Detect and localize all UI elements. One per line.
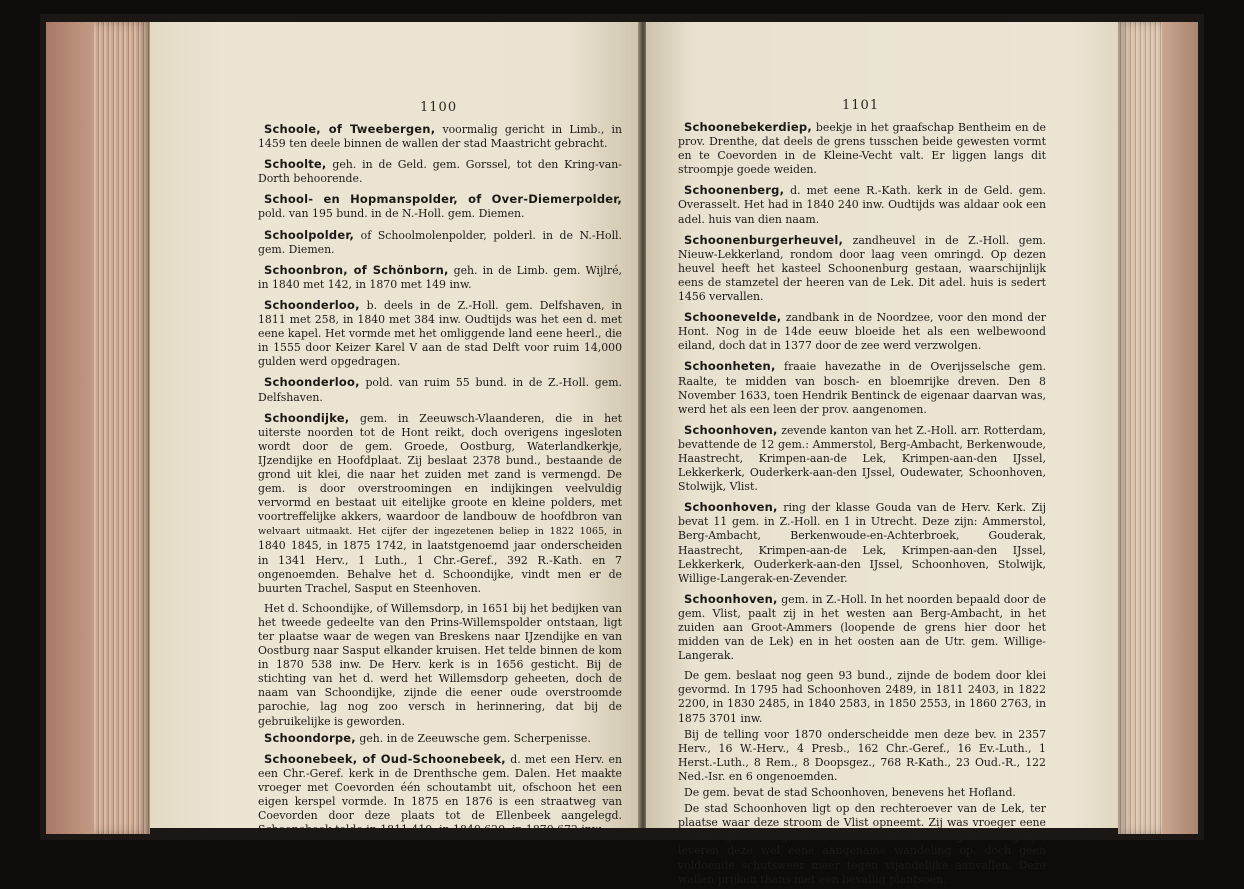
paragraph bbox=[678, 802, 1046, 887]
paragraph-text: Bij de telling voor 1870 onderscheidde men deze bev. in 2357 Herv., 16 W.-Herv., 4 Presb., 162 Chr.-Geref., 16 Ev.-Luth., 1 Herst.-Luth., 8 Rem., 8 Doopsgez., 768 R-Kath., 23 Oud.-R., 122 Ned.-Isr. en 6 ongenoemden. bbox=[678, 727, 1046, 783]
entry bbox=[678, 423, 1046, 494]
right-cover-edge bbox=[1162, 22, 1198, 834]
entry bbox=[258, 752, 622, 838]
entry bbox=[678, 592, 1046, 663]
entry-text: zevende kanton van het Z.-Holl. arr. Rotterdam, bevattende de 12 gem.: Ammerstol, Berg-Ambacht, Berkenwoude, Haastrecht, Krimpen-aan-de Lek, Krimpen-aan-den IJssel, Lekkerkerk, Ouderkerk-aan-den IJssel, Oudewater, Schoonhoven, Stolwijk, Vlist. bbox=[678, 423, 1046, 494]
headword: Schoonenburgerheuvel, bbox=[684, 232, 844, 247]
headword: Schoonderloo, bbox=[264, 297, 360, 312]
entry bbox=[258, 228, 622, 257]
entry-text: ring der klasse Gouda van de Herv. Kerk. Zij bevat 11 gem. in Z.-Holl. en 1 in Utrecht. Deze zijn: Ammerstol, Berg-Ambacht, Berkenwoude-en-Achterbroek, Gouderak, Haastrecht, Krimpen-aan-de Lek, Krimpen-aan-den IJssel, Lekkerkerk, Ouderkerk-aan-den IJssel, Schoonhoven, Stolwijk, Willige-Langerak-en-Zevender. bbox=[678, 501, 1046, 585]
left-page bbox=[150, 22, 640, 837]
entry-text: geh. in de Geld. gem. Gorssel, tot den Kring-van-Dorth behoorende. bbox=[258, 158, 622, 186]
entry bbox=[258, 298, 622, 369]
entry-text: voormalig gericht in Limb., in 1459 ten deele binnen de wallen der stad Maastricht gebracht. bbox=[258, 123, 622, 151]
entry bbox=[678, 233, 1046, 304]
text-column bbox=[678, 120, 1046, 889]
headword: Schoonderloo, bbox=[264, 375, 360, 390]
entry bbox=[258, 375, 622, 404]
headword: Schoonebeek, of Oud-Schoonebeek, bbox=[264, 751, 506, 766]
entry-text: geh. in de Zeeuwsche gem. Scherpenisse. bbox=[355, 731, 591, 745]
entry-text: fraaie havezathe in de Overijsselsche gem. Raalte, te midden van bosch- en bloemrijke dreven. Den 8 November 1633, toen Hendrik Bentinck de eigenaar daarvan was, werd het als een leen der prov. aangenomen. bbox=[678, 360, 1046, 416]
entry bbox=[258, 731, 622, 746]
page-number: 1101 bbox=[842, 98, 880, 113]
paragraph bbox=[678, 728, 1046, 784]
headword: Schoondorpe, bbox=[264, 730, 356, 745]
entry bbox=[258, 122, 622, 151]
headword: Schoole, of Tweebergen, bbox=[264, 122, 436, 136]
entry bbox=[678, 183, 1046, 226]
right-page bbox=[646, 22, 1118, 886]
entry-text: of Schoolmolenpolder, polderl. in de N.-Holl. gem. Diemen. bbox=[258, 228, 622, 256]
paragraph bbox=[678, 669, 1046, 725]
entry bbox=[678, 500, 1046, 586]
entry bbox=[678, 120, 1046, 177]
entry bbox=[258, 263, 622, 292]
headword: Schoonebekerdiep, bbox=[684, 120, 812, 134]
entry-text: pold. van ruim 55 bund. in de Z.-Holl. gem. Delfshaven. bbox=[258, 376, 622, 404]
entry-text: d. met een Herv. en een Chr.-Geref. kerk in de Drenthsche gem. Dalen. Het maakte vroeger met Coevorden één schoutambt uit, ofschoon het een eigen kerspel vormde. In 1875 en 1876 is een straatweg van Coevorden door deze plaats tot de Ellenbeek aangelegd. Schoonebeek telde in 1811 410, in 1840 620, in 1870 672 inw. bbox=[258, 752, 623, 837]
headword: Schoonhoven, bbox=[684, 500, 778, 515]
entry bbox=[258, 157, 622, 186]
text-column bbox=[258, 122, 622, 843]
headword: Schoonhoven, bbox=[684, 422, 778, 437]
entry-text: gem. in Z.-Holl. In het noorden bepaald door de gem. Vlist, paalt zij in het westen aan Berg-Ambacht, in het zuiden aan Groot-Ammers (loopende de grens hier door het midden van de Lek) en in het oosten aan de Utr. gem. Willige-Langerak. bbox=[678, 592, 1046, 663]
entry bbox=[258, 411, 622, 596]
headword: School- en Hopmanspolder, of Over-Diemerpolder, bbox=[264, 192, 622, 207]
entry bbox=[258, 192, 622, 221]
headword: Schoondijke, bbox=[264, 410, 350, 425]
left-cover-edge bbox=[46, 22, 94, 834]
paragraph-text: De stad Schoonhoven ligt op den rechteroever van de Lek, ter plaatse waar deze stroom de Vlist opneemt. Zij was vroeger eene aanzienlijke vesting, maar, ofschoon de wallen nog aanwezig zijn, leveren deze wel eene aangename wandeling op, doch geen voldoende schutsweer meer tegen vijandelijke aanvallen. Deze wallen prijken thans met een bevallig plantsoen. bbox=[678, 802, 1046, 886]
entry-text: beekje in het graafschap Bentheim en de prov. Drenthe, dat deels de grens tusschen beide gewesten vormt en te Coevorden in de Kleine-Vecht valt. Er liggen langs dit stroompje goede weiden. bbox=[678, 121, 1046, 177]
entry-text: d. met eene R.-Kath. kerk in de Geld. gem. Overasselt. Het had in 1840 240 inw. Oudtijds was aldaar ook een adel. huis van dien naam. bbox=[678, 184, 1046, 226]
headword: Schoonheten, bbox=[684, 359, 776, 374]
paragraph-text: Het d. Schoondijke, of Willemsdorp, in 1651 bij het bedijken van het tweede gedeelte van den Prins-Willemspolder ontstaan, ligt ter plaatse waar de wegen van Breskens naar IJzendijke en van Oostburg naar Sasput elkander kruisen. Het telde binnen de kom in 1870 538 inw. De Herv. kerk is in 1656 gesticht. Bij de stichting van het d. werd het Willemsdorp geheeten, doch de naam van Schoondijke, zijnde die eener oude overstroomde parochie, lag nog zoo versch in herinnering, dat bij de gebruikelijke is geworden. bbox=[258, 601, 622, 728]
entry-text: gem. in Zeeuwsch-Vlaanderen, die in het uiterste noorden tot de Hont reikt, doch overigens ingesloten wordt door de gem. Groede, Oostburg, Waterlandkerkje, IJzendijke en Hoofdplaat. Zij beslaat 2378 bund., bestaande de grond uit klei, die naar het zuiden met zand is vermengd. De gem. is door overstroomingen en indijkingen veelvuldig vervormd en bestaat uit eitelijke groote en kleine polders, met voortreffelijke akkers, waardoor de landbouw de hoofdbron van bbox=[258, 411, 622, 524]
entry-small-text: welvaart uitmaakt. Het cijfer der ingezetenen beliep in 1822 1065, in bbox=[258, 526, 622, 538]
headword: Schoolpolder, bbox=[264, 227, 355, 242]
left-page-edges bbox=[46, 22, 150, 834]
page-number: 1100 bbox=[420, 100, 458, 115]
paragraph-text: De gem. bevat de stad Schoonhoven, benevens het Hofland. bbox=[684, 786, 1016, 800]
entry bbox=[678, 359, 1046, 416]
paragraph bbox=[678, 786, 1046, 800]
entry-text: geh. in de Limb. gem. Wijlré, in 1840 met 142, in 1870 met 149 inw. bbox=[258, 263, 622, 291]
headword: Schoonhoven, bbox=[684, 591, 778, 606]
entry-text-continued: 1840 1845, in 1875 1742, in laatstgenoemd jaar onderscheiden in 1341 Herv., 1 Luth., 1 Chr.-Geref., 392 R.-Kath. en 7 ongenoemden. Behalve het d. Schoondijke, vindt men er de buurten Trachel, Sasput en Steenhoven. bbox=[258, 539, 622, 595]
headword: Schoonbron, of Schönborn, bbox=[264, 262, 449, 277]
right-page-edges bbox=[1118, 22, 1198, 834]
entry-text: zandheuvel in de Z.-Holl. gem. Nieuw-Lekkerland, rondom door laag veen omringd. Op dezen heuvel heeft het kasteel Schoonenburg gestaan, waarschijnlijk eens de stamzetel der heeren van de Lek. Dit adel. huis is sedert 1456 vervallen. bbox=[678, 233, 1046, 304]
paragraph-text: De gem. beslaat nog geen 93 bund., zijnde de bodem door klei gevormd. In 1795 had Schoonhoven 2489, in 1811 2403, in 1822 2200, in 1830 2485, in 1840 2583, in 1850 2553, in 1860 2763, in 1875 3701 inw. bbox=[678, 669, 1046, 725]
headword: Schoonevelde, bbox=[684, 310, 782, 325]
headword: Schoonenberg, bbox=[684, 183, 785, 198]
entry-text: zandbank in de Noordzee, voor den mond der Hont. Nog in de 14de eeuw bloeide het als een welbewoond eiland, doch dat in 1377 door de zee werd verzwolgen. bbox=[678, 311, 1046, 353]
entry bbox=[678, 310, 1046, 353]
headword: Schoolte, bbox=[264, 157, 327, 172]
entry-text: pold. van 195 bund. in de N.-Holl. gem. Diemen. bbox=[258, 207, 525, 221]
entry-text: b. deels in de Z.-Holl. gem. Delfshaven, in 1811 met 258, in 1840 met 384 inw. Oudtijds was het een d. met eene kapel. Het vormde met het omliggende land eene heerl., die in 1555 door Keizer Karel V aan de stad Delft voor ruim 14,000 gulden werd opgedragen. bbox=[258, 298, 622, 369]
paragraph bbox=[258, 602, 622, 729]
